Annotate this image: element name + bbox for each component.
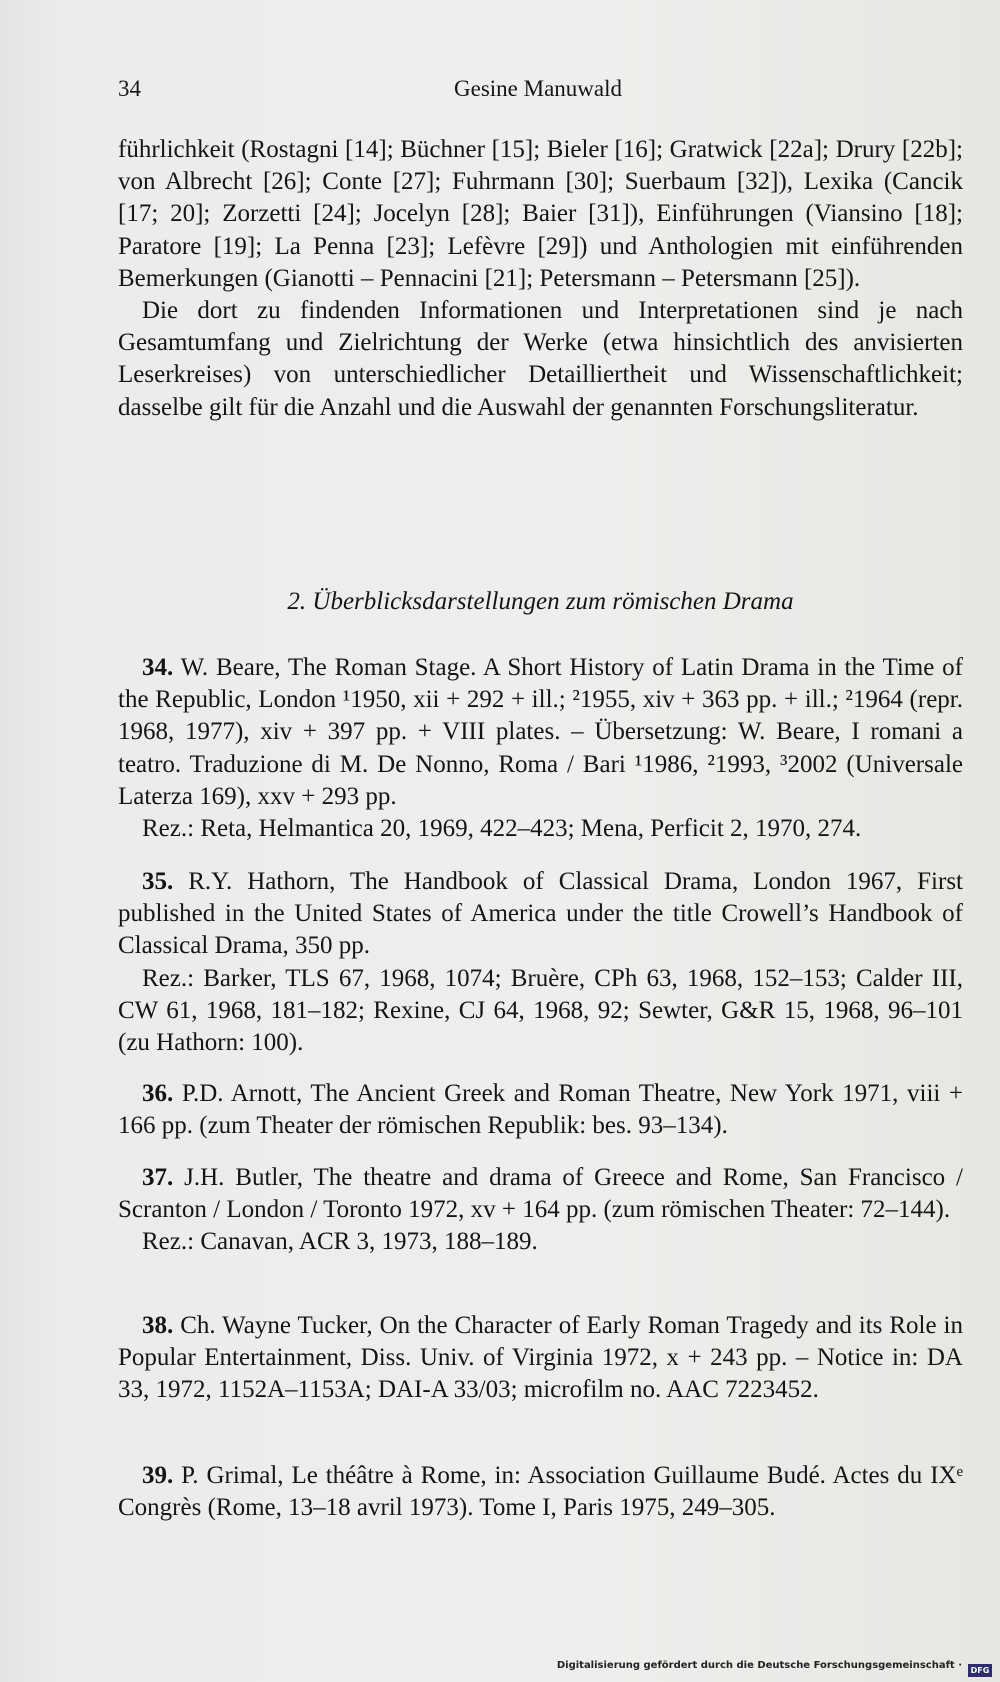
bibliography-entry-37 — [118, 1162, 963, 1259]
entry-text: Ch. Wayne Tucker, On the Character of Early Roman Tragedy and its Role in Popular Entertainment, Diss. Univ. of Virginia 1972, x + 243 pp. – Notice in: DA 33, 1972, 1152A–1153A; DAI-A 33/03; microfilm no. AAC 7223452. — [118, 1312, 963, 1404]
entry-text: P.D. Arnott, The Ancient Greek and Roman Theatre, New York 1971, viii + 166 pp. (zum Theater der römischen Republik: bes. 93–134). — [118, 1080, 964, 1140]
entry-review: Rez.: Canavan, ACR 3, 1973, 188–189. — [142, 1228, 538, 1256]
entry-number: 34. — [142, 654, 174, 681]
entry-number: 39. — [142, 1462, 174, 1489]
bibliography-entry-38 — [118, 1310, 963, 1407]
entry-text: W. Beare, The Roman Stage. A Short History of Latin Drama in the Time of the Republic, London ¹1950, xii + 292 + ill.; ²1955, xiv + 363 pp. + ill.; ²1964 (repr. 1968, 1977), xiv + 397 pp. + VIII plates. – Übersetzung: W. Beare, I romani a teatro. Traduzione di M. De Nonno, Roma / Bari ¹1986, ²1993, ³2002 (Universale Laterza 169), xxv + 293 pp. — [118, 654, 963, 810]
intro-paragraph-1: führlichkeit (Rostagni [14]; Büchner [15]; Bieler [16]; Gratwick [22a]; Drury [22b]; von Albrecht [26]; Conte [27]; Fuhrmann [30]; Suerbaum [32]), Lexika (Cancik [17; 20]; Zorzetti [24]; Jocelyn [28]; Baier [31]), Einführungen (Viansino [18]; Paratore [19]; La Penna [23]; Lefèvre [29]) und Anthologien mit einführenden Bemerkungen (Gianotti – Pennacini [21]; Petersmann – Petersmann [25]). — [118, 136, 963, 292]
digitization-credit: Digitalisierung gefördert durch die Deutsche Forschungsgemeinschaft · — [556, 1660, 962, 1671]
entry-text: J.H. Butler, The theatre and drama of Greece and Rome, San Francisco / Scranton / London / Toronto 1972, xv + 164 pp. (zum römischen Theater: 72–144). — [118, 1164, 964, 1224]
entry-review: Rez.: Barker, TLS 67, 1968, 1074; Bruère, CPh 63, 1968, 152–153; Calder III, CW 61, 1968, 181–182; Rexine, CJ 64, 1968, 92; Sewter, G&R 15, 1968, 96–101 (zu Hathorn: 100). — [118, 964, 963, 1057]
entry-review: Rez.: Reta, Helmantica 20, 1969, 422–423; Mena, Perficit 2, 1970, 274. — [142, 815, 862, 843]
entry-text: R.Y. Hathorn, The Handbook of Classical Drama, London 1967, First published in the United States of America under the title Crowell’s Handbook of Classical Drama, 350 pp. — [118, 868, 964, 960]
bibliography-entry-35 — [118, 866, 963, 1059]
dfg-logo: DFG — [968, 1664, 992, 1677]
running-header — [118, 76, 963, 106]
intro-text — [118, 134, 963, 424]
intro-paragraph-2: Die dort zu findenden Informationen und Interpretationen sind je nach Gesamtumfang und Zielrichtung der Werke (etwa hinsichtlich des anvisierten Leserkreises) von unterschiedlicher Detailliertheit und Wissenschaftlichkeit; dasselbe gilt für die Anzahl und die Auswahl der genannten Forschungsliteratur. — [118, 297, 963, 421]
entry-number: 36. — [142, 1080, 174, 1107]
entry-number: 38. — [142, 1312, 174, 1339]
entry-number: 37. — [142, 1164, 174, 1191]
entry-number: 35. — [142, 868, 174, 895]
section-heading: 2. Überblicksdarstellungen zum römischen Drama — [287, 588, 794, 615]
bibliography-entry-34 — [118, 652, 963, 845]
bibliography-entry-39 — [118, 1460, 963, 1524]
running-head-author: Gesine Manuwald — [454, 76, 622, 101]
bibliography-entry-36 — [118, 1078, 963, 1142]
page-number: 34 — [118, 76, 141, 101]
entry-text: P. Grimal, Le théâtre à Rome, in: Association Guillaume Budé. Actes du IXᵉ Congrès (Rome, 13–18 avril 1973). Tome I, Paris 1975, 249–305. — [118, 1462, 963, 1522]
